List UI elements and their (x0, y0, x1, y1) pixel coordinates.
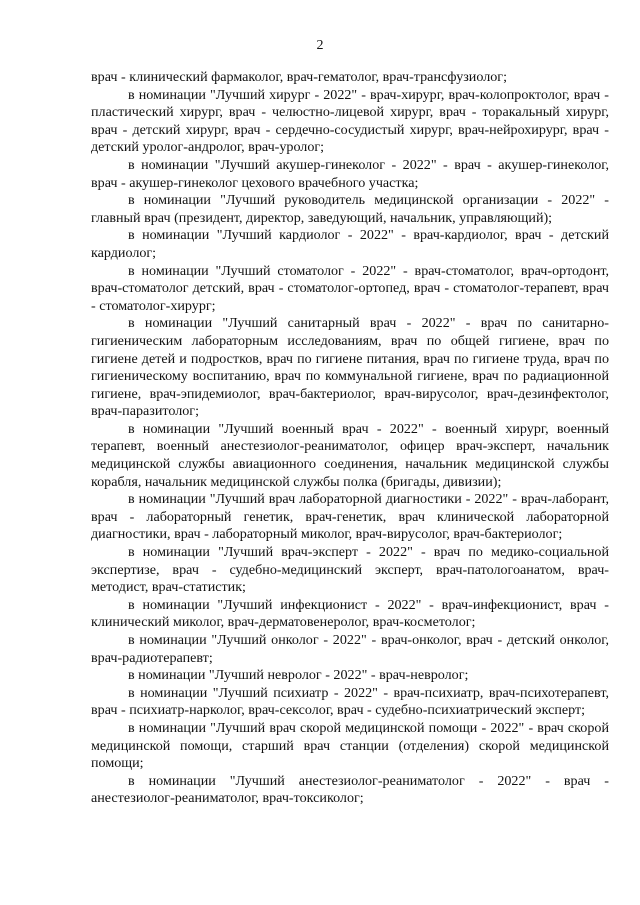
paragraph: в номинации "Лучший инфекционист - 2022" - врач-инфекционист, врач - клинический миколог, врач-дерматовенеролог, врач-косметолог; (91, 596, 609, 631)
paragraph: в номинации "Лучший акушер-гинеколог - 2022" - врач - акушер-гинеколог, врач - акушер-гинеколог цехового врачебного участка; (91, 156, 609, 191)
paragraph: в номинации "Лучший анестезиолог-реаниматолог - 2022" - врач - анестезиолог-реаниматолог, врач-токсиколог; (91, 772, 609, 807)
paragraph: в номинации "Лучший военный врач - 2022" - военный хирург, военный терапевт, военный анестезиолог-реаниматолог, офицер врач-эксперт, начальник медицинской службы авиационного соединения, начальник медицинской службы корабля, начальник медицинской службы полка (бригады, дивизии); (91, 420, 609, 490)
paragraph: в номинации "Лучший санитарный врач - 2022" - врач по санитарно-гигиеническим лабораторным исследованиям, врач по общей гигиене, врач по гигиене детей и подростков, врач по гигиене питания, врач по гигиене труда, врач по гигиеническому воспитанию, врач по коммунальной гигиене, врач по радиационной гигиене, врач-эпидемиолог, врач-бактериолог, врач-вирусолог, врач-дезинфектолог, врач-паразитолог; (91, 315, 609, 420)
paragraph: в номинации "Лучший хирург - 2022" - врач-хирург, врач-колопроктолог, врач - пластический хирург, врач - челюстно-лицевой хирург, врач - торакальный хирург, врач - детский хирург, врач - сердечно-сосудистый хирург, врач-нейрохирург, врач - детский уролог-андролог, врач-уролог; (91, 86, 609, 156)
paragraph: в номинации "Лучший врач скорой медицинской помощи - 2022" - врач скорой медицинской помощи, старший врач станции (отделения) скорой медицинской помощи; (91, 719, 609, 772)
paragraph: в номинации "Лучший врач-эксперт - 2022" - врач по медико-социальной экспертизе, врач - судебно-медицинский эксперт, врач-патологоанатом, врач-методист, врач-статистик; (91, 544, 609, 596)
paragraph: в номинации "Лучший онколог - 2022" - врач-онколог, врач - детский онколог, врач-радиотерапевт; (91, 632, 609, 666)
page-number: 2 (316, 38, 324, 53)
paragraph: в номинации "Лучший стоматолог - 2022" - врач-стоматолог, врач-ортодонт, врач-стоматолог детский, врач - стоматолог-ортопед, врач - стоматолог-терапевт, врач - стоматолог-хирург; (91, 262, 609, 314)
paragraph: в номинации "Лучший кардиолог - 2022" - врач-кардиолог, врач - детский кардиолог; (91, 227, 609, 261)
paragraph: в номинации "Лучший врач лабораторной диагностики - 2022" - врач-лаборант, врач - лабораторный генетик, врач-генетик, врач клинической лабораторной диагностики, врач - лабораторный миколог, врач-вирусолог, врач-бактериолог; (91, 491, 609, 543)
paragraph: в номинации "Лучший невролог - 2022" - врач-невролог; (128, 667, 469, 684)
paragraph: в номинации "Лучший психиатр - 2022" - врач-психиатр, врач-психотерапевт, врач - психиатр-нарколог, врач-сексолог, врач - судебно-психиатрический эксперт; (91, 684, 609, 719)
paragraph: в номинации "Лучший руководитель медицинской организации - 2022" - главный врач (президент, директор, заведующий, начальник, управляющий); (91, 192, 609, 226)
document-body (91, 69, 609, 808)
paragraph: врач - клинический фармаколог, врач-гематолог, врач-трансфузиолог; (91, 69, 507, 85)
